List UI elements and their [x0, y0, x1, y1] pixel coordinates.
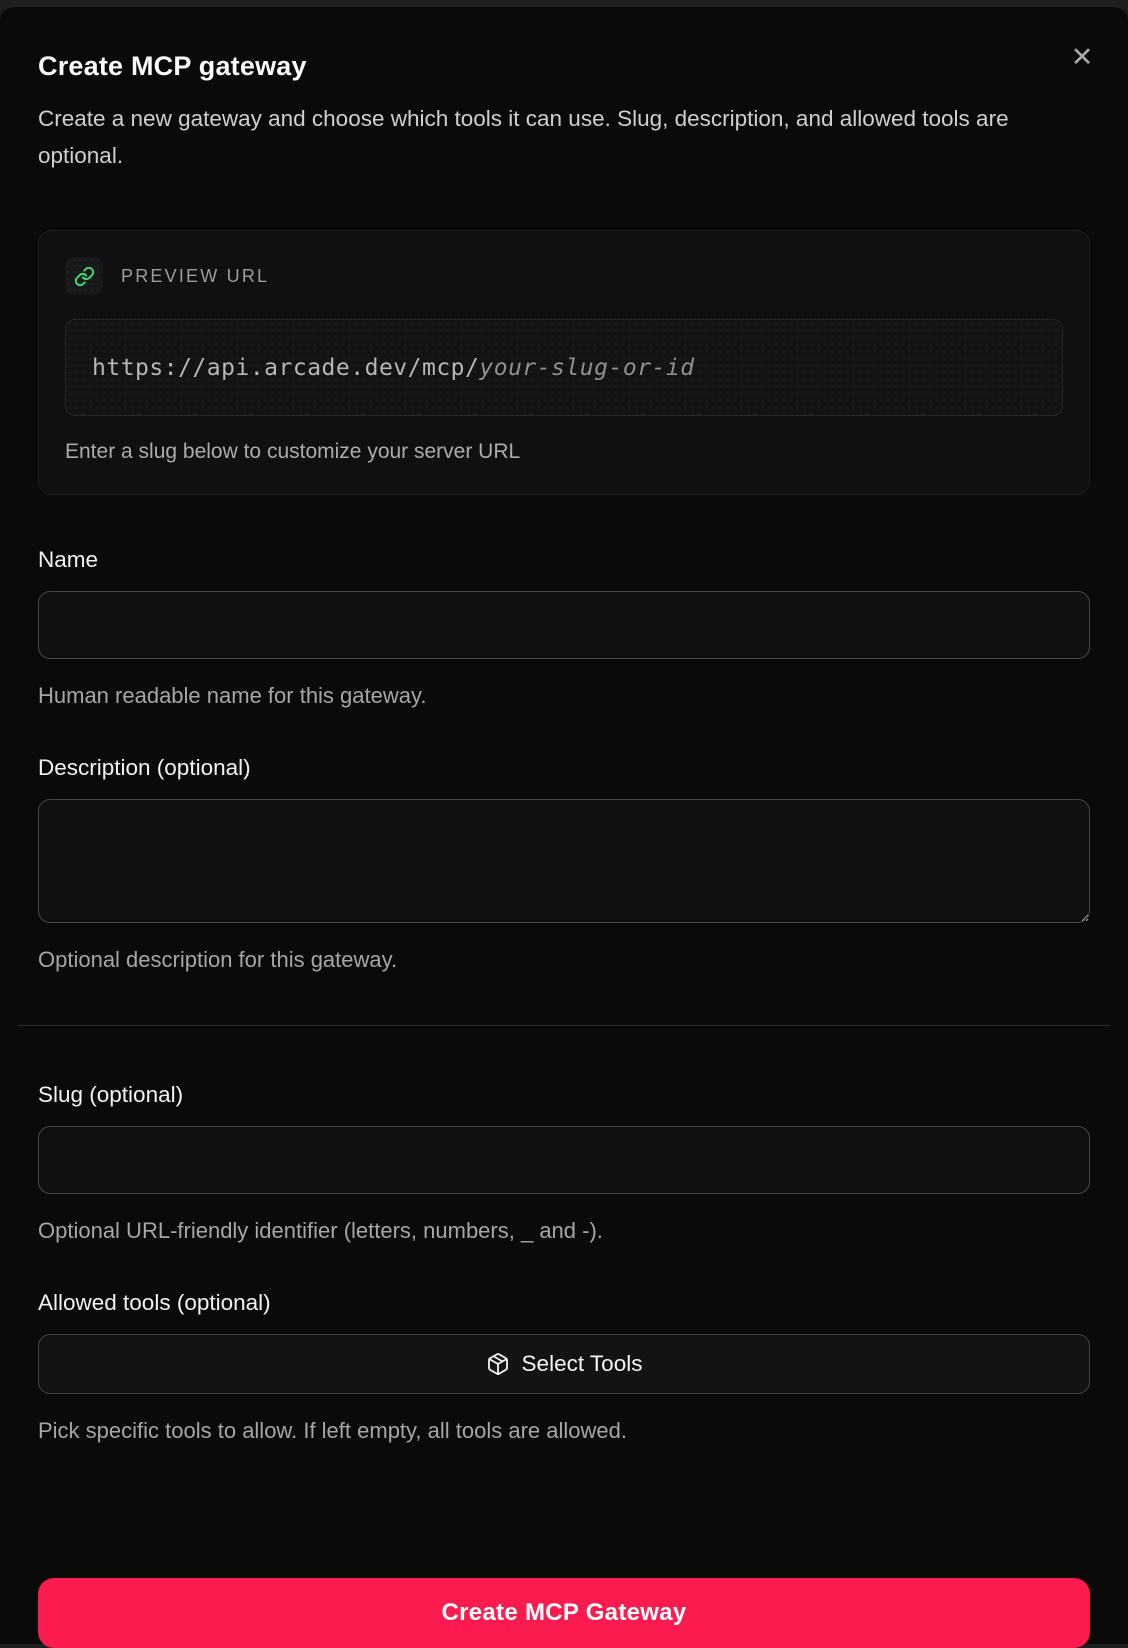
- description-label: Description (optional): [38, 755, 1090, 781]
- url-slug-placeholder: your-slug-or-id: [479, 355, 694, 381]
- create-mcp-gateway-modal: [0, 6, 1128, 1644]
- modal-subtitle: Create a new gateway and choose which tools it can use. Slug, description, and allowed tools are optional.: [38, 100, 1048, 174]
- name-helper: Human readable name for this gateway.: [38, 683, 1090, 709]
- allowed-tools-label: Allowed tools (optional): [38, 1290, 1090, 1316]
- create-mcp-gateway-button[interactable]: Create MCP Gateway: [38, 1578, 1090, 1648]
- close-icon[interactable]: ✕: [1066, 41, 1098, 73]
- slug-label: Slug (optional): [38, 1082, 1090, 1108]
- description-field-group: [38, 755, 1090, 973]
- preview-url-header: [65, 257, 1063, 295]
- package-icon: [486, 1352, 510, 1376]
- select-tools-button-label: Select Tools: [522, 1351, 643, 1377]
- slug-field-group: [38, 1082, 1090, 1244]
- description-textarea[interactable]: [38, 799, 1090, 923]
- slug-helper: Optional URL-friendly identifier (letters, numbers, _ and -).: [38, 1218, 1090, 1244]
- name-field-group: [38, 547, 1090, 709]
- description-helper: Optional description for this gateway.: [38, 947, 1090, 973]
- select-tools-button[interactable]: [38, 1334, 1090, 1394]
- preview-url-label: PREVIEW URL: [121, 266, 269, 287]
- link-icon: [65, 257, 103, 295]
- allowed-tools-helper: Pick specific tools to allow. If left empty, all tools are allowed.: [38, 1418, 1090, 1444]
- section-divider: [18, 1025, 1110, 1026]
- preview-url-card: [38, 230, 1090, 495]
- slug-input[interactable]: [38, 1126, 1090, 1194]
- allowed-tools-field-group: [38, 1290, 1090, 1444]
- page-title: Create MCP gateway: [38, 51, 1090, 82]
- name-label: Name: [38, 547, 1090, 573]
- preview-url-helper: Enter a slug below to customize your server URL: [65, 440, 1063, 464]
- url-base-text: https://api.arcade.dev/mcp/: [92, 355, 479, 381]
- preview-url-value: [65, 319, 1063, 416]
- name-input[interactable]: [38, 591, 1090, 659]
